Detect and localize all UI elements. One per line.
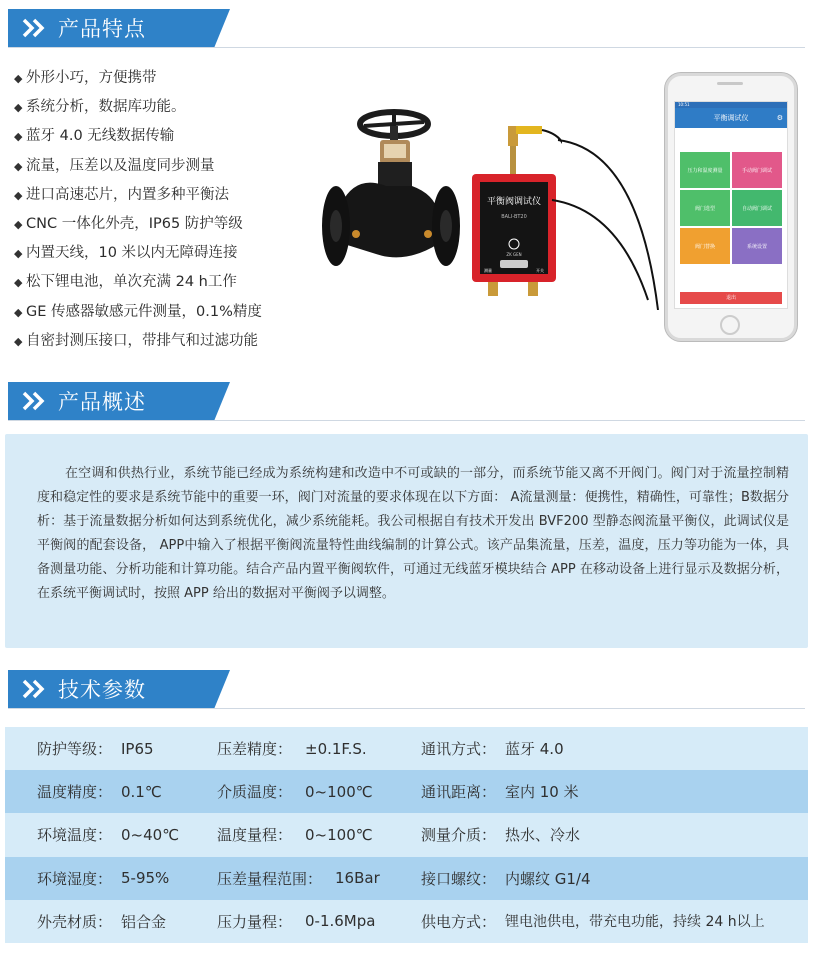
balance-valve-image: [316, 104, 466, 284]
list-item: ◆ CNC 一体化外壳，IP65 防护等级: [14, 216, 243, 233]
param-value: ±0.1F.S.: [305, 739, 367, 758]
phone-exit-button[interactable]: 退出: [680, 292, 782, 304]
table-row: [5, 813, 808, 856]
param-label: 外壳材质：: [37, 912, 113, 931]
param-label: 环境温度：: [37, 826, 113, 845]
meter-button-right: 开关: [536, 268, 544, 273]
tile-pressure-temp[interactable]: 压力和温度测量: [680, 152, 730, 188]
param-value: 0~100℃: [305, 825, 373, 844]
phone-status-bar: 10:51: [675, 102, 787, 108]
cable-lines: [548, 120, 668, 310]
double-chevron-right-icon: [22, 679, 48, 699]
gear-icon[interactable]: ⚙: [776, 114, 783, 122]
param-value: 0~40℃: [121, 825, 180, 844]
param-label: 通讯距离：: [421, 783, 497, 802]
param-value: 0-1.6Mpa: [305, 912, 376, 931]
home-button[interactable]: [720, 315, 740, 335]
list-item: ◆ 松下锂电池，单次充满 24 h工作: [14, 274, 237, 291]
overview-panel: [5, 434, 808, 648]
meter-label: 平衡阀调试仪: [486, 197, 542, 207]
param-label: 压差量程范围：: [217, 869, 323, 888]
params-table: [5, 727, 808, 943]
list-item: ◆ 系统分析，数据库功能。: [14, 99, 186, 116]
list-item: ◆ 内置天线，10 米以内无障碍连接: [14, 245, 238, 262]
param-label: 温度精度：: [37, 783, 113, 802]
param-label: 温度量程：: [217, 826, 293, 845]
tile-manual-valve[interactable]: 手动阀门调试: [732, 152, 782, 188]
param-label: 环境湿度：: [37, 869, 113, 888]
overview-text: 在空调和供热行业，系统节能已经成为系统构建和改造中不可或缺的一部分，而系统节能又离不开阀门。阀门对于流量控制精度和稳定性的要求是系统节能中的重要一环，阀门对流量的要求体现在以下方面： A流量测量：便携性，精确性，可靠性；B数据分析：基于流量数据分析如何达到系统优化，减少系统能耗。我公司根据自有技术开发出 BVF200 型静态阀流量平衡仪，此调试仪是平衡阀的配套设备， APP中输入了根据平衡阀流量特性曲线编制的计算公式。该产品集流量，压差，温度，压力等功能为一体，具备测量功能、分析功能和计算功能。结合产品内置平衡阀软件，可通过无线蓝牙模块结合 APP 在移动设备上进行显示及数据分析，在系统平衡调试时，按照 APP 给出的数据对平衡阀予以调整。: [37, 466, 789, 601]
phone-app-title: 平衡调试仪: [713, 114, 749, 122]
list-item: ◆ 流量，压差以及温度同步测量: [14, 157, 215, 174]
section-title: 产品概述: [58, 390, 146, 414]
list-item: ◆ 进口高速芯片，内置多种平衡法: [14, 186, 229, 203]
param-label: 介质温度：: [217, 783, 293, 802]
list-item: ◆ 外形小巧，方便携带: [14, 70, 157, 86]
meter-brand: ZK GEN: [506, 252, 522, 257]
feature-list: [14, 64, 262, 356]
tile-valve-select[interactable]: 阀门选型: [680, 190, 730, 226]
double-chevron-right-icon: [22, 391, 48, 411]
param-value: 室内 10 米: [505, 783, 579, 802]
param-value: 铝合金: [121, 912, 167, 931]
param-value: 0.1℃: [121, 782, 162, 801]
table-row: [5, 727, 808, 770]
param-value: 锂电池供电，带充电功能，持续 24 h以上: [505, 914, 765, 931]
section-header-overview: [0, 382, 146, 420]
table-row: [5, 857, 808, 900]
list-item: ◆ 蓝牙 4.0 无线数据传输: [14, 128, 175, 145]
param-label: 接口螺纹：: [421, 869, 497, 888]
param-label: 压力量程：: [217, 912, 293, 931]
phone-app-header: [675, 108, 787, 128]
section-header-features: [0, 9, 146, 47]
param-label: 防护等级：: [37, 740, 113, 759]
list-item: ◆ GE 传感器敏感元件测量，0.1%精度: [14, 303, 262, 320]
meter-model: BALI-BT20: [501, 214, 527, 220]
tile-auto-valve[interactable]: 自动阀门调试: [732, 190, 782, 226]
param-value: 蓝牙 4.0: [505, 740, 564, 759]
section-title: 技术参数: [58, 678, 146, 702]
param-label: 供电方式：: [421, 912, 497, 931]
param-label: 测量介质：: [421, 826, 497, 845]
param-value: IP65: [121, 739, 154, 758]
param-value: 内螺纹 G1/4: [505, 869, 591, 888]
double-chevron-right-icon: [22, 18, 48, 38]
section-title: 产品特点: [58, 17, 146, 41]
list-item: ◆ 自密封测压接口，带排气和过滤功能: [14, 332, 258, 349]
param-label: 压差精度：: [217, 740, 293, 759]
param-value: 0~100℃: [305, 782, 373, 801]
param-value: 5-95%: [121, 869, 170, 888]
tile-valve-replace[interactable]: 阀门替换: [680, 228, 730, 264]
phone-mockup: [665, 73, 797, 341]
param-value: 热水、冷水: [505, 826, 581, 845]
table-row: [5, 770, 808, 813]
param-value: 16Bar: [335, 869, 380, 888]
param-label: 通讯方式：: [421, 740, 497, 759]
tile-system-settings[interactable]: 系统设置: [732, 228, 782, 264]
section-header-params: [0, 670, 146, 708]
meter-button-left: 测量: [484, 268, 492, 273]
table-row: [5, 900, 808, 943]
